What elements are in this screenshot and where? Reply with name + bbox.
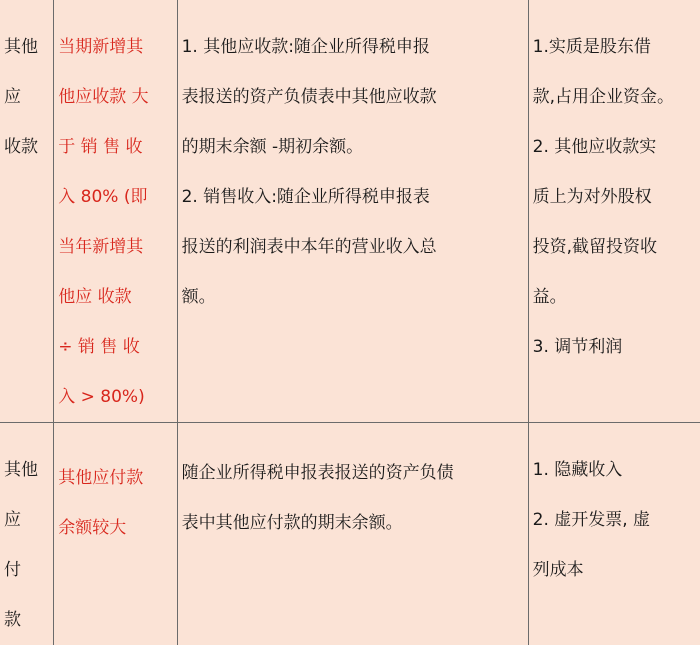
item-text: 应 xyxy=(4,495,51,545)
indicator-text: 入 > 80%) xyxy=(58,372,174,422)
description-cell xyxy=(177,423,528,645)
indicator-text: 他应 收款 xyxy=(58,272,174,322)
item-text: 收款 xyxy=(4,122,51,172)
item-text: 其他 xyxy=(4,22,51,72)
indicator-text: 当年新增其 xyxy=(58,222,174,272)
item-text: 款 xyxy=(4,595,51,645)
table-row xyxy=(0,423,700,645)
description-text: 的期末余额 -期初余额。 xyxy=(182,122,526,172)
indicator-text: 其他应付款 xyxy=(58,453,174,503)
description-text: 1. 其他应收款:随企业所得税申报 xyxy=(182,22,526,72)
description-text: 随企业所得税申报表报送的资产负债 xyxy=(182,448,526,498)
risk-text: 2. 其他应收款实 xyxy=(533,122,698,172)
risk-text: 2. 虚开发票, 虚 xyxy=(533,495,698,545)
indicator-text: 于 销 售 收 xyxy=(58,122,174,172)
risk-text: 3. 调节利润 xyxy=(533,322,698,372)
indicator-text: 入 80% (即 xyxy=(58,172,174,222)
indicator-text: 余额较大 xyxy=(58,503,174,553)
risk-text: 1. 隐藏收入 xyxy=(533,445,698,495)
risk-cell xyxy=(528,0,700,423)
description-cell xyxy=(177,0,528,423)
item-cell xyxy=(0,423,54,645)
risk-text: 列成本 xyxy=(533,545,698,595)
risk-text: 质上为对外股权 xyxy=(533,172,698,222)
item-text: 付 xyxy=(4,545,51,595)
indicator-text: ÷ 销 售 收 xyxy=(58,322,174,372)
description-text: 报送的利润表中本年的营业收入总 xyxy=(182,222,526,272)
risk-text: 款,占用企业资金。 xyxy=(533,72,698,122)
indicator-cell xyxy=(54,0,177,423)
risk-text: 1.实质是股东借 xyxy=(533,22,698,72)
item-cell xyxy=(0,0,54,423)
risk-cell xyxy=(528,423,700,645)
description-text: 表中其他应付款的期末余额。 xyxy=(182,498,526,548)
risk-text: 益。 xyxy=(533,272,698,322)
item-text: 其他 xyxy=(4,445,51,495)
indicator-text: 他应收款 大 xyxy=(58,72,174,122)
description-text: 2. 销售收入:随企业所得税申报表 xyxy=(182,172,526,222)
description-text: 额。 xyxy=(182,272,526,322)
indicator-cell xyxy=(54,423,177,645)
description-text: 表报送的资产负债表中其他应收款 xyxy=(182,72,526,122)
risk-text: 投资,截留投资收 xyxy=(533,222,698,272)
item-text: 应 xyxy=(4,72,51,122)
indicator-text: 当期新增其 xyxy=(58,22,174,72)
